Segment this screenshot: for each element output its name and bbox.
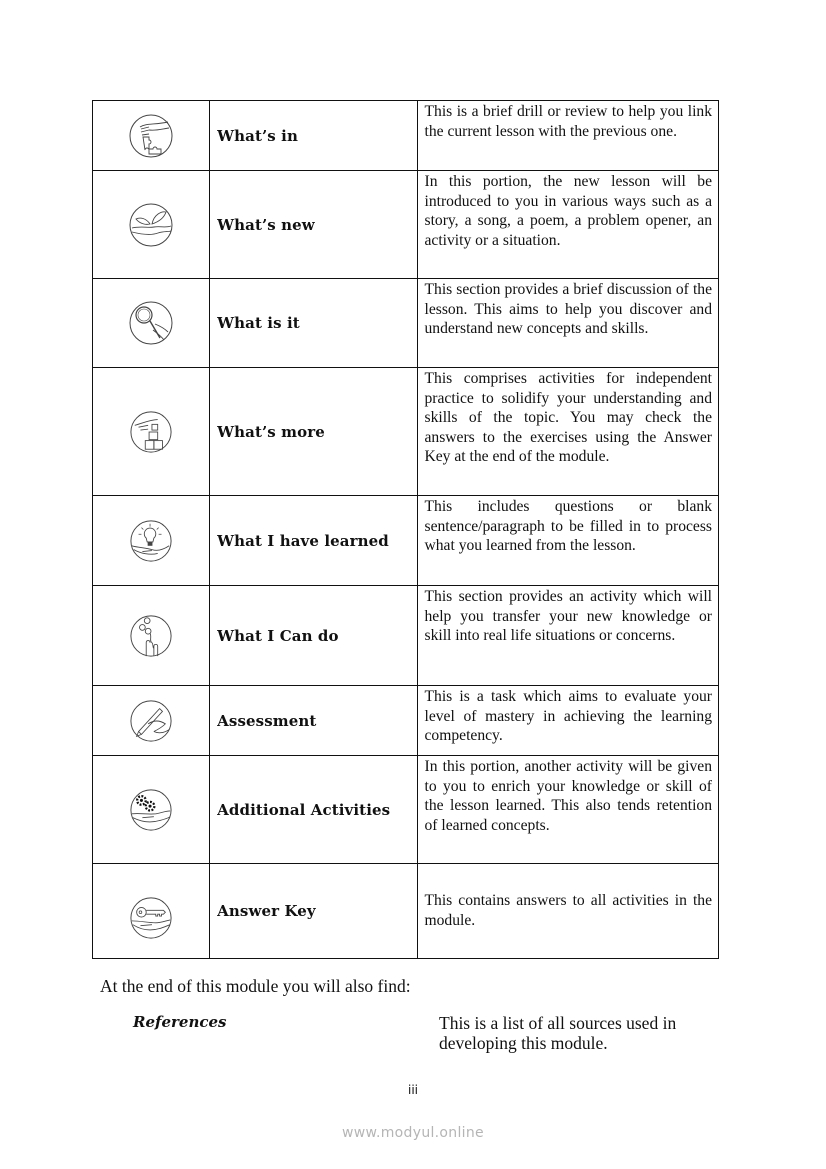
key-hand-icon	[129, 896, 173, 940]
module-sections-table	[92, 100, 719, 959]
section-description: In this portion, the new lesson will be introduced to you in various ways such as a story, a song, a poem, a problem opener, an activity or a situation.	[417, 171, 719, 279]
table-row	[93, 686, 719, 756]
section-title: What is it	[210, 279, 417, 368]
section-title: Additional Activities	[210, 756, 417, 864]
sprout-hand-icon	[128, 202, 174, 248]
section-description: This is a task which aims to evaluate your level of mastery in achieving the learning competency.	[417, 686, 719, 756]
table-row	[93, 279, 719, 368]
section-description: This section provides a brief discussion of the lesson. This aims to help you discover and understand new concepts and skills.	[417, 279, 719, 368]
section-title: What’s more	[210, 368, 417, 496]
references-description: This is a list of all sources used in developing this module.	[439, 1013, 677, 1053]
icon-cell	[93, 101, 210, 171]
section-title: Assessment	[210, 686, 417, 756]
magnifier-hand-icon	[128, 300, 174, 346]
icon-cell	[93, 864, 210, 959]
table-row	[93, 101, 719, 171]
section-description: This comprises activities for independent practice to solidify your understanding and skills of the topic. You may check the answers to the exercises using the Answer Key at the end of the module.	[417, 368, 719, 496]
section-description: This is a brief drill or review to help you link the current lesson with the previous one.	[417, 101, 719, 171]
table-row	[93, 171, 719, 279]
gears-hand-icon	[129, 614, 173, 658]
table-row	[93, 864, 719, 959]
section-title: What’s new	[210, 171, 417, 279]
table-row	[93, 496, 719, 586]
table-row	[93, 756, 719, 864]
icon-cell	[93, 368, 210, 496]
icon-cell	[93, 686, 210, 756]
icon-cell	[93, 171, 210, 279]
table-row	[93, 368, 719, 496]
section-description: In this portion, another activity will be given to you to enrich your knowledge or skill of the lesson learned. This also tends retention of learned concepts.	[417, 756, 719, 864]
icon-cell	[93, 496, 210, 586]
cogs-hand-icon	[129, 788, 173, 832]
table-row	[93, 586, 719, 686]
section-description: This includes questions or blank sentence/paragraph to be filled in to process what you learned from the lesson.	[417, 496, 719, 586]
icon-cell	[93, 756, 210, 864]
section-description: This section provides an activity which will help you transfer your new knowledge or skill into real life situations or concerns.	[417, 586, 719, 686]
section-description: This contains answers to all activities in the module.	[417, 864, 719, 959]
icon-cell	[93, 279, 210, 368]
page-number: iii	[407, 1083, 418, 1097]
section-title: Answer Key	[210, 864, 417, 959]
icon-cell	[93, 586, 210, 686]
lightbulb-hand-icon	[129, 519, 173, 563]
watermark: www.modyul.online	[342, 1125, 484, 1141]
section-title: What I have learned	[210, 496, 417, 586]
blocks-hand-icon	[129, 410, 173, 454]
section-title: What I Can do	[210, 586, 417, 686]
section-title: What’s in	[210, 101, 417, 171]
references-title: References	[133, 1013, 227, 1031]
pencil-hand-icon	[129, 699, 173, 743]
puzzle-hand-icon	[128, 113, 174, 159]
footer-intro: At the end of this module you will also find:	[100, 976, 411, 996]
